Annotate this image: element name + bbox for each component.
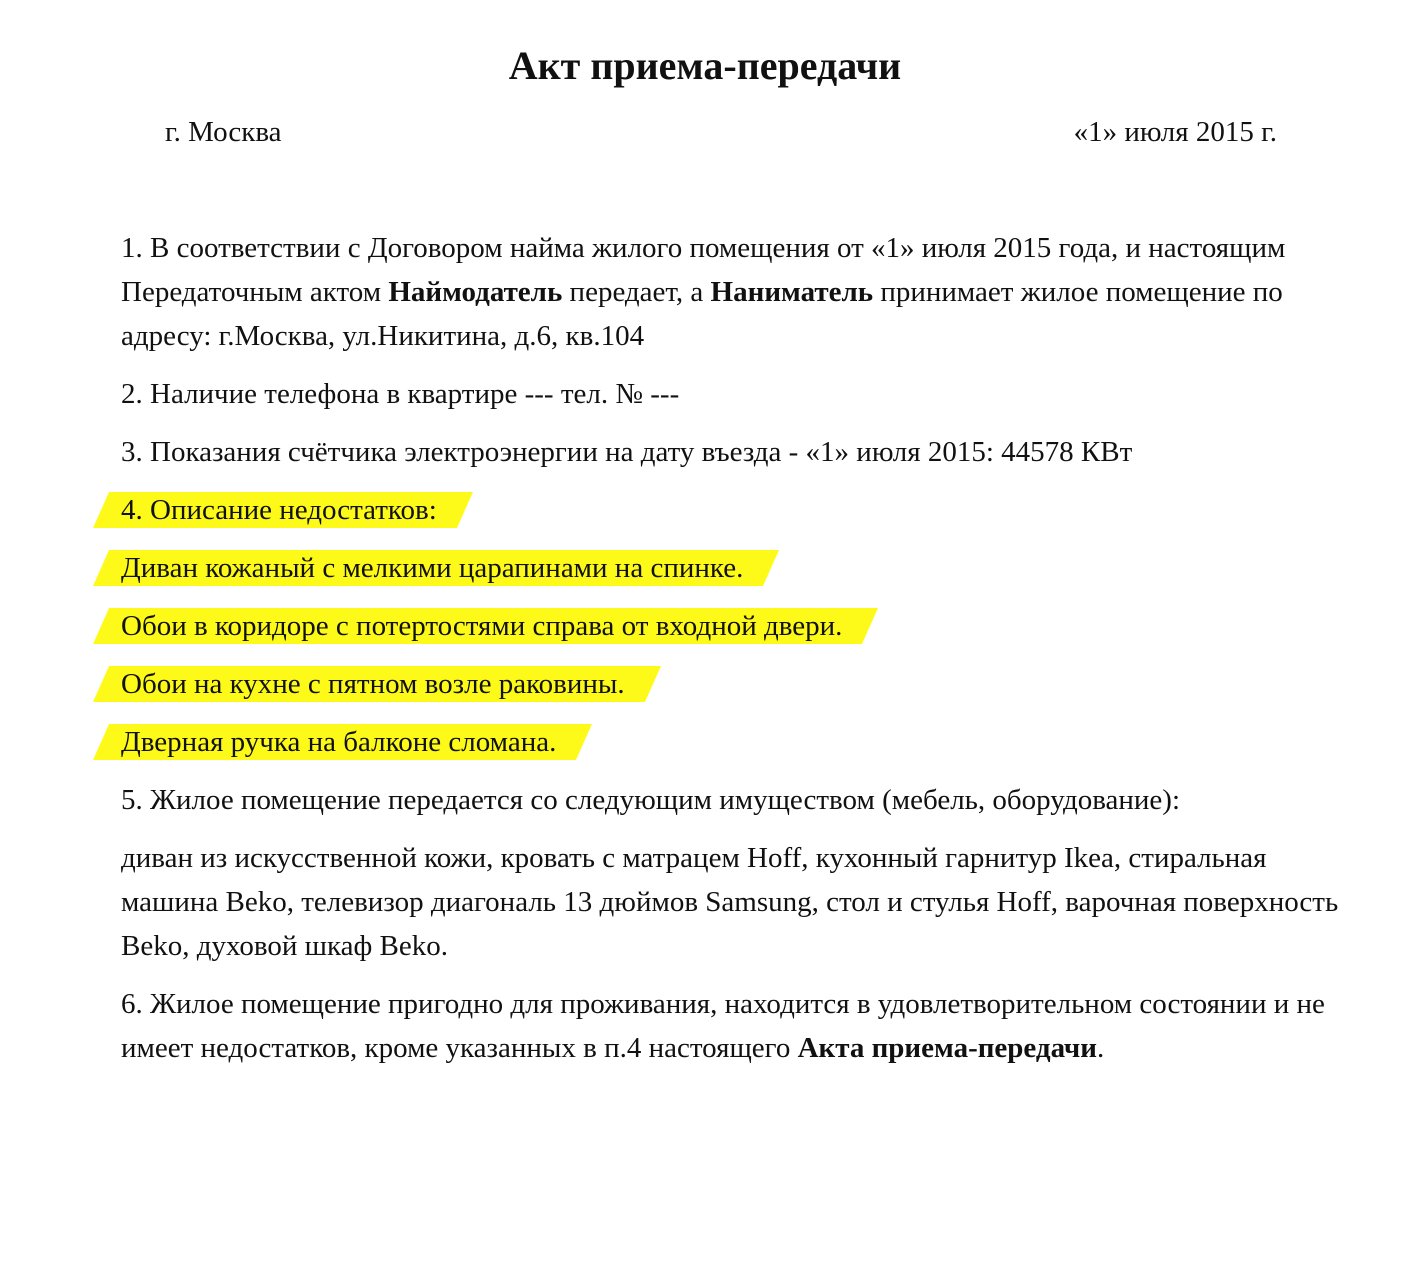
defect-item: Дверная ручка на балконе сломана. — [121, 720, 556, 764]
act-term: Акта приема-передачи — [797, 1032, 1097, 1064]
paragraph-5-items: диван из искусственной кожи, кровать с матрацем Hoff, кухонный гарнитур Ikea, стиральная машина Beko, телевизор диагональ 13 дюймов Samsung, стол и стулья Hoff, варочная поверхность Beko, духовой шкаф Beko. — [121, 842, 1339, 962]
defect-row-4 — [121, 720, 1341, 778]
defects-heading-row — [121, 488, 1341, 546]
paragraph-6-text-a: 6. Жилое помещение пригодно для проживания, находится в удовлетворительном состоянии и не имеет недостатков, кроме указанных в п.4 настоящего — [121, 988, 1325, 1064]
defect-row-2 — [121, 604, 1341, 662]
document-city: г. Москва — [165, 116, 282, 148]
paragraph-6 — [121, 982, 1341, 1070]
paragraph-1-text-a: 1. В соответствии с Договором найма жилого помещения от «1» июля 2015 года, и настоящим Передаточным актом — [121, 232, 1286, 308]
paragraph-5-heading: 5. Жилое помещение передается со следующим имуществом (мебель, оборудование): — [121, 784, 1181, 816]
landlord-term: Наймодатель — [388, 276, 563, 308]
defect-row-3 — [121, 662, 1341, 720]
paragraph-1-text-b: передает, а — [562, 276, 711, 308]
paragraph-3: 3. Показания счётчика электроэнергии на дату въезда - «1» июля 2015: 44578 КВт — [121, 436, 1133, 468]
defect-item: Диван кожаный с мелкими царапинами на спинке. — [121, 546, 743, 590]
defect-row-1 — [121, 546, 1341, 604]
paragraph-2: 2. Наличие телефона в квартире --- тел. № --- — [121, 378, 680, 410]
defect-item: Обои в коридоре с потертостями справа от входной двери. — [121, 604, 842, 648]
paragraph-6-text-c: . — [1097, 1032, 1105, 1064]
document-body — [121, 226, 1341, 1084]
defects-heading: 4. Описание недостатков: — [121, 488, 437, 532]
tenant-term: Наниматель — [710, 276, 874, 308]
paragraph-1 — [121, 226, 1341, 358]
defect-item: Обои на кухне с пятном возле раковины. — [121, 662, 625, 706]
paragraph-1-text-c: принимает жилое помещение по адресу: г.Москва, ул.Никитина, д.6, кв.104 — [121, 276, 1283, 352]
document-title: Акт приема-передачи — [508, 43, 902, 88]
document-date: «1» июля 2015 г. — [1073, 116, 1277, 148]
